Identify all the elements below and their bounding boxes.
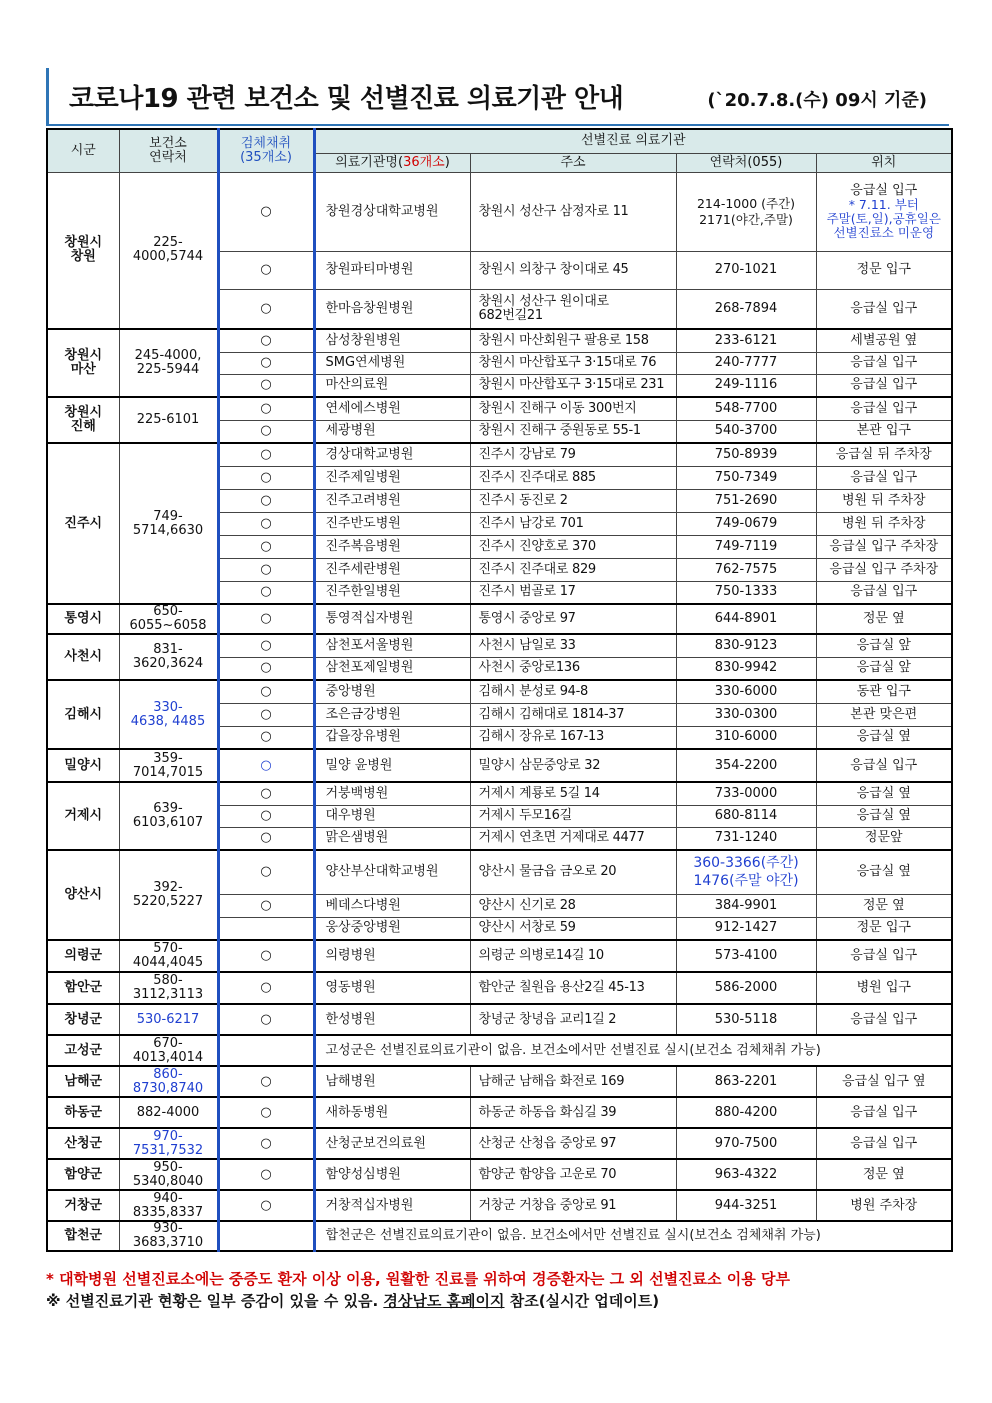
location-text: 응급실 입구 <box>850 1104 918 1120</box>
location-text: 응급실 입구 <box>850 469 918 485</box>
no-clinic-note: 합천군은 선별진료의료기관이 없음. 보건소에서만 선별진료 실시(보건소 검체채취 가능) <box>314 1221 952 1251</box>
institution-address: 진주시 남강로 701 <box>470 512 676 535</box>
table-row <box>47 1097 952 1128</box>
region-cell: 의령군 <box>47 940 119 972</box>
region-cell: 산청군 <box>47 1128 119 1159</box>
testing-mark: ○ <box>218 1190 314 1221</box>
health-center-contact: 882-4000 <box>119 1097 218 1128</box>
testing-mark: ○ <box>218 680 314 703</box>
location-text: 병원 입구 <box>856 980 911 995</box>
region-cell: 하동군 <box>47 1097 119 1128</box>
testing-mark: ○ <box>218 352 314 374</box>
institution-address: 창원시 진해구 중원동로 55-1 <box>470 420 676 443</box>
clinic-location <box>816 657 952 680</box>
clinic-location <box>816 726 952 749</box>
table-row <box>47 1066 952 1097</box>
health-center-contact: 392- 5220,5227 <box>119 850 218 940</box>
institution-phone: 530-5118 <box>676 1004 816 1035</box>
table-row <box>47 1004 952 1035</box>
testing-mark: ○ <box>218 289 314 329</box>
table-row <box>47 1190 952 1221</box>
region-cell: 김해시 <box>47 680 119 749</box>
institution-phone: 548-7700 <box>676 397 816 420</box>
health-center-contact: 359- 7014,7015 <box>119 749 218 782</box>
testing-mark: ○ <box>218 489 314 512</box>
location-text: 응급실 입구 옆 <box>841 1073 926 1089</box>
region-cell: 남해군 <box>47 1066 119 1097</box>
location-text: 정문 입구 <box>856 262 911 277</box>
health-center-contact: 749- 5714,6630 <box>119 443 218 604</box>
table-row <box>47 850 952 894</box>
institution-address: 창원시 마산합포구 3·15대로 231 <box>470 374 676 397</box>
header-address: 주소 <box>470 153 676 172</box>
table-row <box>47 1159 952 1190</box>
location-text: 응급실 옆 <box>856 785 911 801</box>
clinic-location <box>816 1066 952 1097</box>
institution-address: 창원시 성산구 원이대로 682번길21 <box>470 289 676 329</box>
institution-address: 진주시 진양호로 370 <box>470 535 676 558</box>
institution-name: 삼천포서울병원 <box>314 634 470 657</box>
testing-mark: ○ <box>218 634 314 657</box>
gyeongnam-homepage-link[interactable]: 경상남도 홈페이지 <box>383 1292 505 1310</box>
location-text: 응급실 입구 <box>850 1011 918 1027</box>
table-row <box>47 972 952 1004</box>
institution-name: 영동병원 <box>314 972 470 1004</box>
institution-phone: 749-0679 <box>676 512 816 535</box>
institution-phone: 970-7500 <box>676 1128 816 1159</box>
institution-address: 남해군 남해읍 화전로 169 <box>470 1066 676 1097</box>
clinic-location <box>816 1097 952 1128</box>
clinic-location <box>816 1128 952 1159</box>
institution-name: 거창적십자병원 <box>314 1190 470 1221</box>
institution-name: 조은금강병원 <box>314 703 470 726</box>
header-region: 시군 <box>47 129 119 172</box>
health-center-contact: 225- 4000,5744 <box>119 172 218 329</box>
location-text: 병원 뒤 주차장 <box>841 492 926 508</box>
location-text: 정문 옆 <box>862 897 905 913</box>
institution-name: SMG연세병원 <box>314 352 470 374</box>
region-cell: 진주시 <box>47 443 119 604</box>
title-date: (`20.7.8.(수) 09시 기준) <box>707 90 927 111</box>
clinic-location <box>816 172 952 251</box>
location-text: 본관 맞은편 <box>850 706 918 722</box>
institution-phone: 731-1240 <box>676 827 816 850</box>
institution-address: 창원시 진해구 이동 300번지 <box>470 397 676 420</box>
institution-name: 거붕백병원 <box>314 782 470 805</box>
institution-name: 마산의료원 <box>314 374 470 397</box>
institution-address: 거창군 거창읍 중앙로 91 <box>470 1190 676 1221</box>
testing-mark: ○ <box>218 443 314 466</box>
clinic-location <box>816 604 952 634</box>
health-center-contact: 570- 4044,4045 <box>119 940 218 972</box>
clinic-table-body <box>47 172 952 1251</box>
institution-phone: 751-2690 <box>676 489 816 512</box>
table-row <box>47 1221 952 1251</box>
institution-address: 창녕군 창녕읍 교리1길 2 <box>470 1004 676 1035</box>
testing-mark <box>218 917 314 940</box>
clinic-location <box>816 420 952 443</box>
testing-mark: ○ <box>218 726 314 749</box>
clinic-location <box>816 805 952 827</box>
header-clinic-group: 선별진료 의료기관 <box>314 129 952 153</box>
clinic-location <box>816 894 952 917</box>
institution-name: 창원경상대학교병원 <box>314 172 470 251</box>
clinic-location <box>816 558 952 581</box>
health-center-contact: 940- 8335,8337 <box>119 1190 218 1221</box>
table-row <box>47 329 952 352</box>
clinic-location <box>816 680 952 703</box>
location-text: 응급실 입구 <box>850 377 918 393</box>
institution-address: 창원시 성산구 삼정자로 11 <box>470 172 676 251</box>
institution-name: 갑을장유병원 <box>314 726 470 749</box>
institution-phone: 762-7575 <box>676 558 816 581</box>
institution-phone: 354-2200 <box>676 749 816 782</box>
institution-address: 진주시 진주대로 885 <box>470 466 676 489</box>
clinic-location <box>816 581 952 604</box>
clinic-location <box>816 703 952 726</box>
region-cell: 거창군 <box>47 1190 119 1221</box>
region-cell: 창녕군 <box>47 1004 119 1035</box>
region-cell: 합천군 <box>47 1221 119 1251</box>
testing-mark: ○ <box>218 657 314 680</box>
institution-address: 진주시 범골로 17 <box>470 581 676 604</box>
footnote-university: * 대학병원 선별진료소에는 중증도 환자 이상 이용, 원활한 진료를 위하여 경증환자는 그 외 선별진료소 이용 당부 <box>46 1270 790 1288</box>
location-text: 병원 주차장 <box>850 1197 918 1213</box>
institution-name: 맑은샘병원 <box>314 827 470 850</box>
clinic-location <box>816 374 952 397</box>
clinic-location <box>816 634 952 657</box>
institution-phone: 330-6000 <box>676 680 816 703</box>
institution-phone: 830-9123 <box>676 634 816 657</box>
location-text: 정문 옆 <box>862 1166 905 1182</box>
institution-address: 통영시 중앙로 97 <box>470 604 676 634</box>
location-text: 응급실 옆 <box>856 808 911 823</box>
institution-address: 창원시 의창구 창이대로 45 <box>470 251 676 289</box>
testing-mark: ○ <box>218 805 314 827</box>
testing-mark: ○ <box>218 251 314 289</box>
testing-mark: ○ <box>218 1128 314 1159</box>
testing-mark <box>218 1035 314 1066</box>
header-testing: 검체채취 (35개소) <box>218 129 314 172</box>
institution-address: 하동군 하동읍 화심길 39 <box>470 1097 676 1128</box>
institution-address: 진주시 동진로 2 <box>470 489 676 512</box>
institution-name: 연세에스병원 <box>314 397 470 420</box>
table-row <box>47 680 952 703</box>
clinic-location <box>816 443 952 466</box>
clinic-location <box>816 251 952 289</box>
clinic-location <box>816 466 952 489</box>
header-phone: 연락처(055) <box>676 153 816 172</box>
health-center-contact: 330- 4638, 4485 <box>119 680 218 749</box>
clinic-location <box>816 535 952 558</box>
institution-address: 거제시 계룡로 5길 14 <box>470 782 676 805</box>
institution-address: 양산시 물금읍 금오로 20 <box>470 850 676 894</box>
institution-address: 진주시 진주대로 829 <box>470 558 676 581</box>
institution-address: 의령군 의병로14길 10 <box>470 940 676 972</box>
institution-phone: 750-7349 <box>676 466 816 489</box>
clinic-location <box>816 940 952 972</box>
institution-address: 거제시 두모16길 <box>470 805 676 827</box>
header-health-center: 보건소 연락처 <box>119 129 218 172</box>
health-center-contact: 530-6217 <box>119 1004 218 1035</box>
institution-phone: 270-1021 <box>676 251 816 289</box>
region-cell: 고성군 <box>47 1035 119 1066</box>
institution-name: 산청군보건의료원 <box>314 1128 470 1159</box>
table-row <box>47 1035 952 1066</box>
testing-mark: ○ <box>218 512 314 535</box>
location-text: 응급실 입구 <box>850 948 918 963</box>
table-row <box>47 749 952 782</box>
testing-mark: ○ <box>218 604 314 634</box>
location-text: 응급실 입구 <box>850 400 918 416</box>
health-center-contact: 580- 3112,3113 <box>119 972 218 1004</box>
testing-mark: ○ <box>218 1066 314 1097</box>
location-text: 병원 뒤 주차장 <box>841 515 926 531</box>
table-row <box>47 634 952 657</box>
institution-name: 진주제일병원 <box>314 466 470 489</box>
title-bar <box>46 68 949 126</box>
institution-name: 함양성심병원 <box>314 1159 470 1190</box>
region-cell: 거제시 <box>47 782 119 850</box>
institution-address: 양산시 신기로 28 <box>470 894 676 917</box>
region-cell: 함양군 <box>47 1159 119 1190</box>
testing-mark: ○ <box>218 558 314 581</box>
institution-address: 김해시 장유로 167-13 <box>470 726 676 749</box>
institution-address: 함안군 칠원읍 용산2길 45-13 <box>470 972 676 1004</box>
institution-phone: 944-3251 <box>676 1190 816 1221</box>
institution-name: 새하동병원 <box>314 1097 470 1128</box>
location-text: 응급실 입구 <box>850 1135 918 1151</box>
clinic-location <box>816 289 952 329</box>
institution-phone: 750-1333 <box>676 581 816 604</box>
location-text: 응급실 입구 <box>850 584 918 600</box>
testing-mark: ○ <box>218 1159 314 1190</box>
institution-phone: 384-9901 <box>676 894 816 917</box>
institution-phone: 733-0000 <box>676 782 816 805</box>
clinic-location <box>816 782 952 805</box>
institution-address: 함양군 함양읍 고운로 70 <box>470 1159 676 1190</box>
institution-name: 베데스다병원 <box>314 894 470 917</box>
header-inst-name: 의료기관명(36개소) <box>314 153 470 172</box>
institution-address: 산청군 산청읍 중앙로 97 <box>470 1128 676 1159</box>
institution-phone: 249-1116 <box>676 374 816 397</box>
region-cell: 함안군 <box>47 972 119 1004</box>
region-cell: 통영시 <box>47 604 119 634</box>
clinic-location <box>816 329 952 352</box>
institution-name: 진주반도병원 <box>314 512 470 535</box>
clinic-location <box>816 397 952 420</box>
institution-phone: 750-8939 <box>676 443 816 466</box>
institution-name: 삼성창원병원 <box>314 329 470 352</box>
institution-address: 창원시 마산회원구 팔용로 158 <box>470 329 676 352</box>
testing-mark: ○ <box>218 827 314 850</box>
testing-mark: ○ <box>218 894 314 917</box>
institution-name: 통영적십자병원 <box>314 604 470 634</box>
location-text: 응급실 입구 <box>850 300 918 316</box>
location-text: 동관 입구 <box>856 683 911 699</box>
institution-address: 사천시 중앙로136 <box>470 657 676 680</box>
institution-name: 진주고려병원 <box>314 489 470 512</box>
institution-phone: 214-1000 (주간) 2171(야간,주말) <box>676 172 816 251</box>
location-text: 본관 입구 <box>856 423 911 439</box>
institution-name: 창원파티마병원 <box>314 251 470 289</box>
location-text: 정문앞 <box>864 830 903 846</box>
location-text: 응급실 입구 <box>850 757 918 773</box>
institution-phone: 573-4100 <box>676 940 816 972</box>
clinic-location <box>816 972 952 1004</box>
testing-mark: ○ <box>218 940 314 972</box>
health-center-contact: 245-4000, 225-5944 <box>119 329 218 397</box>
location-text: 세별공원 옆 <box>850 332 918 348</box>
clinic-location <box>816 352 952 374</box>
institution-phone: 912-1427 <box>676 917 816 940</box>
testing-mark: ○ <box>218 850 314 894</box>
location-text: 응급실 입구 주차장 <box>829 561 939 577</box>
clinic-location <box>816 1159 952 1190</box>
clinic-table <box>46 128 953 1252</box>
institution-phone: 680-8114 <box>676 805 816 827</box>
testing-mark: ○ <box>218 172 314 251</box>
testing-mark: ○ <box>218 329 314 352</box>
health-center-contact: 831- 3620,3624 <box>119 634 218 680</box>
table-row <box>47 940 952 972</box>
clinic-location <box>816 1004 952 1035</box>
clinic-location <box>816 917 952 940</box>
institution-name: 양산부산대학교병원 <box>314 850 470 894</box>
institution-address: 밀양시 삼문중앙로 32 <box>470 749 676 782</box>
location-text: 정문 옆 <box>862 611 905 626</box>
clinic-location <box>816 512 952 535</box>
institution-name: 세광병원 <box>314 420 470 443</box>
institution-name: 진주복음병원 <box>314 535 470 558</box>
institution-name: 한마음창원병원 <box>314 289 470 329</box>
region-cell: 양산시 <box>47 850 119 940</box>
health-center-contact: 225-6101 <box>119 397 218 443</box>
institution-name: 밀양 윤병원 <box>314 749 470 782</box>
testing-mark: ○ <box>218 535 314 558</box>
testing-mark: ○ <box>218 397 314 420</box>
location-text: 응급실 앞 <box>856 637 911 653</box>
location-text: 응급실 옆 <box>856 729 911 745</box>
region-cell: 밀양시 <box>47 749 119 782</box>
institution-address: 진주시 강남로 79 <box>470 443 676 466</box>
region-cell: 사천시 <box>47 634 119 680</box>
region-cell: 창원시 진해 <box>47 397 119 443</box>
clinic-location <box>816 827 952 850</box>
institution-name: 경상대학교병원 <box>314 443 470 466</box>
institution-name: 중앙병원 <box>314 680 470 703</box>
institution-phone: 360-3366(주간) 1476(주말 야간) <box>676 850 816 894</box>
institution-phone: 310-6000 <box>676 726 816 749</box>
health-center-contact: 670- 4013,4014 <box>119 1035 218 1066</box>
clinic-location <box>816 489 952 512</box>
institution-phone: 268-7894 <box>676 289 816 329</box>
testing-mark: ○ <box>218 420 314 443</box>
testing-mark: ○ <box>218 703 314 726</box>
location-text: 응급실 뒤 주차장 <box>835 446 932 462</box>
region-cell: 창원시 마산 <box>47 329 119 397</box>
health-center-contact: 639- 6103,6107 <box>119 782 218 850</box>
institution-name: 대우병원 <box>314 805 470 827</box>
institution-phone: 586-2000 <box>676 972 816 1004</box>
testing-mark: ○ <box>218 466 314 489</box>
clinic-location <box>816 1190 952 1221</box>
institution-phone: 963-4322 <box>676 1159 816 1190</box>
clinic-location <box>816 749 952 782</box>
institution-name: 웅상중앙병원 <box>314 917 470 940</box>
table-row <box>47 782 952 805</box>
testing-mark: ○ <box>218 972 314 1004</box>
institution-phone: 749-7119 <box>676 535 816 558</box>
testing-mark: ○ <box>218 374 314 397</box>
table-row <box>47 172 952 251</box>
institution-address: 양산시 서창로 59 <box>470 917 676 940</box>
health-center-contact: 650- 6055~6058 <box>119 604 218 634</box>
clinic-location <box>816 850 952 894</box>
location-text: 응급실 입구 주차장 <box>829 538 939 554</box>
institution-phone: 880-4200 <box>676 1097 816 1128</box>
testing-mark: ○ <box>218 782 314 805</box>
institution-name: 한성병원 <box>314 1004 470 1035</box>
testing-mark: ○ <box>218 1097 314 1128</box>
institution-name: 삼천포제일병원 <box>314 657 470 680</box>
institution-name: 진주한일병원 <box>314 581 470 604</box>
footnote-update: ※ 선별진료기관 현황은 일부 증감이 있을 수 있음. 경상남도 홈페이지 참조(실시간 업데이트) <box>46 1292 660 1310</box>
institution-address: 사천시 남일로 33 <box>470 634 676 657</box>
institution-address: 김해시 김해대로 1814-37 <box>470 703 676 726</box>
institution-address: 거제시 연초면 거제대로 4477 <box>470 827 676 850</box>
table-row <box>47 397 952 420</box>
institution-address: 창원시 마산합포구 3·15대로 76 <box>470 352 676 374</box>
institution-phone: 644-8901 <box>676 604 816 634</box>
health-center-contact: 950- 5340,8040 <box>119 1159 218 1190</box>
institution-name: 진주세란병원 <box>314 558 470 581</box>
institution-phone: 330-0300 <box>676 703 816 726</box>
health-center-contact: 860- 8730,8740 <box>119 1066 218 1097</box>
health-center-contact: 970- 7531,7532 <box>119 1128 218 1159</box>
location-text: 응급실 옆 <box>856 864 911 880</box>
location-note: * 7.11. 부터 주말(토,일),공휴일은 선별진료소 미운영 <box>826 196 941 240</box>
page-title: 코로나19 관련 보건소 및 선별진료 의료기관 안내 <box>69 84 624 114</box>
institution-name: 남해병원 <box>314 1066 470 1097</box>
location-text: 응급실 앞 <box>856 660 911 676</box>
region-cell: 창원시 창원 <box>47 172 119 329</box>
institution-phone: 233-6121 <box>676 329 816 352</box>
no-clinic-note: 고성군은 선별진료의료기관이 없음. 보건소에서만 선별진료 실시(보건소 검체채취 가능) <box>314 1035 952 1066</box>
testing-mark <box>218 1221 314 1251</box>
institution-phone: 863-2201 <box>676 1066 816 1097</box>
testing-mark: ○ <box>218 581 314 604</box>
table-row <box>47 443 952 466</box>
location-text: 정문 입구 <box>856 920 911 936</box>
location-text: 응급실 입구 <box>850 355 918 370</box>
health-center-contact: 930- 3683,3710 <box>119 1221 218 1251</box>
institution-phone: 540-3700 <box>676 420 816 443</box>
institution-phone: 830-9942 <box>676 657 816 680</box>
location-text: 응급실 입구 <box>850 182 918 198</box>
testing-mark: ○ <box>218 749 314 782</box>
institution-address: 김해시 분성로 94-8 <box>470 680 676 703</box>
institution-name: 의령병원 <box>314 940 470 972</box>
table-row <box>47 604 952 634</box>
testing-mark: ○ <box>218 1004 314 1035</box>
institution-phone: 240-7777 <box>676 352 816 374</box>
header-location: 위치 <box>816 153 952 172</box>
table-row <box>47 1128 952 1159</box>
